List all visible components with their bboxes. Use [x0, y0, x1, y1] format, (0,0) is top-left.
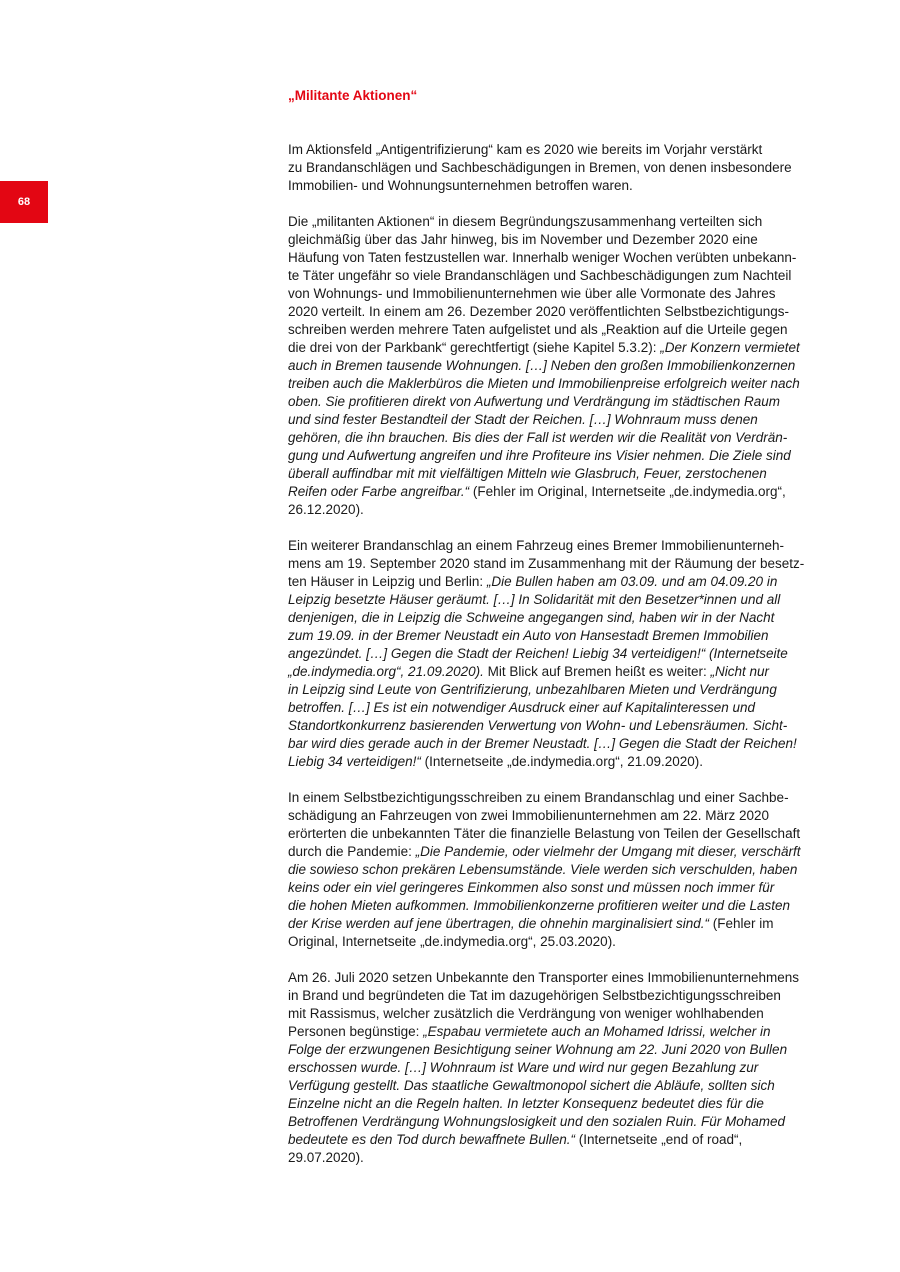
text-run: Ein weiterer Brandanschlag an einem Fahrzeug eines Bremer Immobilienunterneh- mens am 19. September 2020 stand im Zusammenhang mit der Räumung der besetz- ten Häuser in Leipzig und Berlin: [288, 538, 805, 589]
paragraph [288, 213, 838, 519]
text-run: Im Aktionsfeld „Antigentrifizierung“ kam es 2020 wie bereits im Vorjahr verstärkt zu Brandanschlägen und Sachbeschädigungen in Bremen, von denen insbesondere Immobilien- und Wohnungsunternehmen betroffen waren. [288, 142, 792, 193]
page-number: 68 [17, 196, 31, 208]
text-run: Mit Blick auf Bremen heißt es weiter: [483, 664, 711, 679]
text-run: In einem Selbstbezichtigungsschreiben zu einem Brandanschlag und einer Sachbe- schädigung an Fahrzeugen von zwei Immobilienunternehmen am 22. März 2020 erörterten die unbekannten Täter die finanzielle Belastung von Teilen der Gesellschaft durch die Pandemie: [288, 790, 801, 859]
quote-run: „Die Pandemie, oder vielmehr der Umgang mit dieser, verschärft die sowieso schon prekären Lebensumstände. Viele werden sich verschulden, haben keins oder ein viel geringeres Einkommen also sonst und müssen noch immer für die hohen Mieten aufkommen. Immobilienkonzerne profitieren weiter und die Lasten der Krise werden auf jene übertragen, die ohnehin marginalisiert sind.“ [288, 844, 801, 931]
quote-run: „Der Konzern vermietet auch in Bremen tausende Wohnungen. […] Neben den großen Immobilienkonzernen treiben auch die Maklerbüros die Mieten und Immobilienpreise erfolgreich weiter nach oben. Sie profitieren direkt von Aufwertung und Verdrängung im städtischen Raum und sind fester Bestandteil der Stadt der Reichen. […] Wohnraum muss denen gehören, die ihn brauchen. Bis dies der Fall ist werden wir die Realität von Verdrän- gung und Aufwertung angreifen und ihre Profiteure ins Visier nehmen. Die Ziele sind überall auffindbar mit mit vielfältigen Mitteln wie Glasbruch, Feuer, zerstochenen Reifen oder Farbe angreifbar.“ [288, 340, 800, 499]
text-run: Die „militanten Aktionen“ in diesem Begründungszusammenhang verteilten sich gleichmäßig über das Jahr hinweg, bis im November und Dezember 2020 eine Häufung von Taten festzustellen war. Innerhalb weniger Wochen verübten unbekann- te Täter ungefähr so viele Brandanschlägen und Sachbeschädigungen zum Nachteil von Wohnungs- und Immobilienunternehmen wie über alle Vormonate des Jahres 2020 verteilt. In einem am 26. Dezember 2020 veröffentlichten Selbstbezichtigungs- schreiben werden mehrere Taten aufgelistet und als „Reaktion auf die Urteile gegen die drei von der Parkbank“ gerechtfertigt (siehe Kapitel 5.3.2): [288, 214, 797, 355]
paragraph [288, 123, 838, 195]
text-run: Am 26. Juli 2020 setzen Unbekannte den Transporter eines Immobilienunternehmens in Brand und begründeten die Tat im dazugehörigen Selbstbezichtigungsschreiben mit Rassismus, welcher zusätzlich die Verdrängung von weniger wohlhabenden Personen begünstige: [288, 970, 800, 1039]
quote-run: „Espabau vermietete auch an Mohamed Idrissi, welcher in Folge der erzwungenen Besichtigung seiner Wohnung am 22. Juni 2020 von Bullen erschossen wurde. […] Wohnraum ist Ware und wird nur gegen Bezahlung zur Verfügung gestellt. Das staatliche Gewaltmonopol sichert die Abläufe, sollten sich Einzelne nicht an die Regeln halten. In letzter Konsequenz bedeutet dies für die Betroffenen Verdrängung Wohnungslosigkeit und den sozialen Ruin. Für Mohamed bedeutete es den Tod durch bewaffnete Bullen.“ [288, 1024, 788, 1147]
text-run: (Fehler im Original, Internetseite „de.indymedia.org“, 25.03.2020). [288, 916, 774, 949]
paragraph [288, 969, 838, 1167]
text-run: (Internetseite „end of road“, 29.07.2020). [288, 1132, 743, 1165]
text-run: (Fehler im Original, Internetseite „de.indymedia.org“, 26.12.2020). [288, 484, 786, 517]
paragraph [288, 537, 838, 771]
page-number-tab [0, 181, 48, 223]
quote-run: „Die Bullen haben am 03.09. und am 04.09.20 in Leipzig besetzte Häuser geräumt. […] In Solidarität mit den Besetzer*innen und all denjenigen, die in Leipzig die Schweine angegangen sind, haben wir in der Nacht zum 19.09. in der Bremer Neustadt ein Auto von Hansestadt Bremen Immobilien angezündet. […] Gegen die Stadt der Reichen! Liebig 34 verteidigen!“ (Internetseite „de.indymedia.org“, 21.09.2020). [288, 574, 788, 679]
paragraph [288, 789, 838, 951]
text-run: (Internetseite „de.indymedia.org“, 21.09.2020). [420, 754, 704, 769]
section-heading: „Militante Aktionen“ [288, 88, 418, 103]
page-content [288, 87, 838, 1185]
quote-run: „Nicht nur in Leipzig sind Leute von Gentrifizierung, unbezahlbaren Mieten und Verdrängung betroffen. […] Es ist ein notwendiger Ausdruck einer auf Kapitalinteressen und Standortkonkurrenz basierenden Verwertung von Wohn- und Lebensräumen. Sicht- bar wird dies gerade auch in der Bremer Neustadt. […] Gegen die Stadt der Reichen! Liebig 34 verteidigen!“ [288, 664, 797, 769]
